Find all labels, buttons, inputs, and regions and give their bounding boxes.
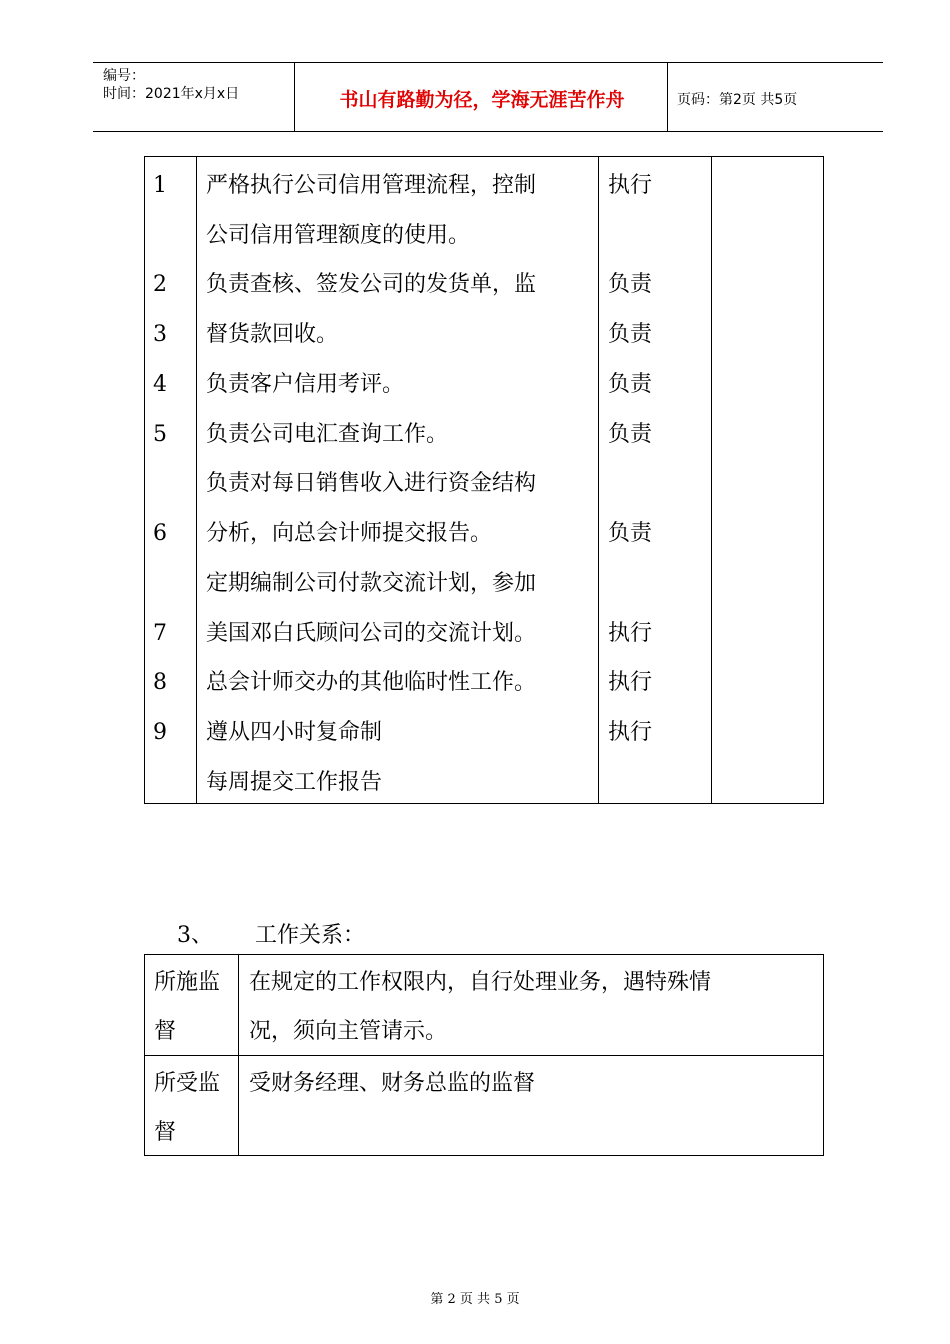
duty-role: 负责: [608, 372, 653, 397]
duty-role: 负责: [608, 422, 653, 447]
duty-number: 5: [153, 422, 167, 447]
duty-text-line: 定期编制公司付款交流计划，参加: [206, 571, 537, 596]
page-footer: 第 2 页 共 5 页: [430, 1292, 520, 1307]
header-meta: [103, 67, 239, 103]
duty-text-line: 美国邓白氏顾问公司的交流计划。: [206, 621, 537, 646]
duty-role: 负责: [608, 521, 653, 546]
table-divider: [145, 1055, 823, 1056]
duty-number: 1: [153, 173, 167, 198]
table-divider: [711, 157, 712, 803]
duties-table: [144, 156, 824, 804]
duty-text-line: 总会计师交办的其他临时性工作。: [206, 670, 537, 695]
table-divider: [598, 157, 599, 803]
relation-label: 所受监: [154, 1071, 221, 1096]
relation-text: 在规定的工作权限内，自行处理业务，遇特殊情: [249, 970, 712, 995]
document-number-label: 编号：: [103, 68, 145, 84]
duty-role: 执行: [608, 720, 653, 745]
relation-text: 受财务经理、财务总监的监督: [249, 1071, 536, 1096]
duty-number: 7: [153, 621, 167, 646]
duty-number: 8: [153, 670, 167, 695]
duty-role: 负责: [608, 272, 653, 297]
document-time-label: 时间：2021年x月x日: [103, 86, 240, 102]
header-page-label: 页码：第2页 共5页: [677, 92, 798, 108]
duty-text-line: 分析，向总会计师提交报告。: [206, 521, 493, 546]
duty-text-line: 每周提交工作报告: [206, 770, 383, 795]
header-motto: 书山有路勤为径，学海无涯苦作舟: [339, 89, 625, 111]
duty-text-line: 遵从四小时复命制: [206, 720, 383, 745]
relation-text: 况，须向主管请示。: [249, 1019, 448, 1044]
duty-role: 负责: [608, 322, 653, 347]
section-heading: [177, 918, 365, 949]
duty-role: 执行: [608, 173, 653, 198]
duty-text-line: 负责查核、签发公司的发货单，监: [206, 272, 537, 297]
header-divider: [294, 63, 295, 131]
duty-number: 6: [153, 521, 167, 546]
duty-number: 3: [153, 322, 167, 347]
relation-label: 督: [154, 1019, 177, 1044]
table-divider: [196, 157, 197, 803]
relations-table: [144, 954, 824, 1156]
section-number: 3、: [177, 923, 213, 948]
duty-role: 执行: [608, 670, 653, 695]
duty-text-line: 公司信用管理额度的使用。: [206, 223, 471, 248]
duty-text-line: 负责客户信用考评。: [206, 372, 405, 397]
duty-text-line: 负责对每日销售收入进行资金结构: [206, 471, 537, 496]
relation-label: 督: [154, 1120, 177, 1145]
duty-number: 9: [153, 720, 167, 745]
duty-text-line: 负责公司电汇查询工作。: [206, 422, 449, 447]
duty-text-line: 严格执行公司信用管理流程，控制: [206, 173, 537, 198]
duty-text-line: 督货款回收。: [206, 322, 339, 347]
page-header: [93, 62, 883, 132]
duty-number: 2: [153, 272, 167, 297]
section-title: 工作关系：: [255, 923, 366, 948]
duty-number: 4: [153, 372, 167, 397]
duty-role: 执行: [608, 621, 653, 646]
relation-label: 所施监: [154, 970, 221, 995]
